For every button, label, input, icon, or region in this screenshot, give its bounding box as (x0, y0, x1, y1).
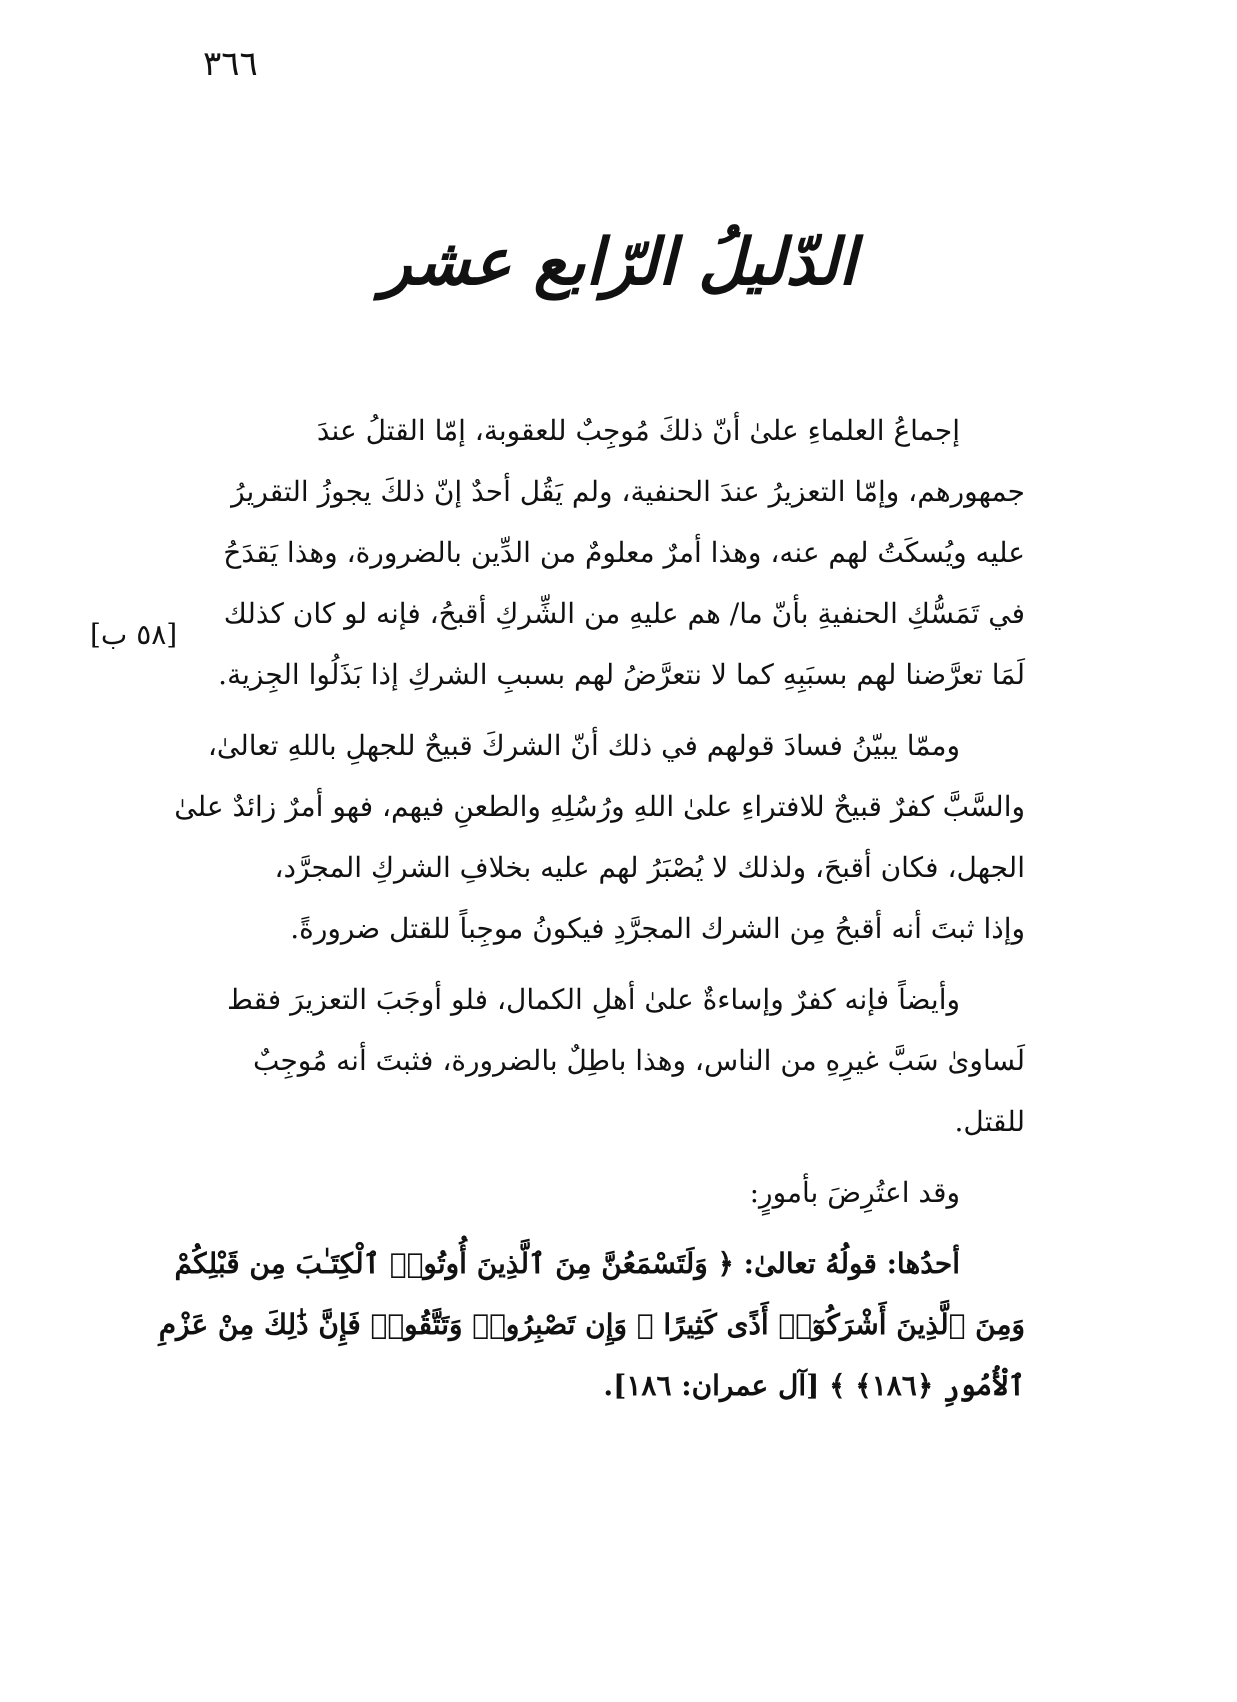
text-line: للقتل. (954, 1105, 1025, 1138)
text-line: وأيضاً فإنه كفرٌ وإساءةٌ علىٰ أهلِ الكمال، فلو أوجَبَ التعزيرَ فقط (227, 983, 960, 1016)
section-heading: الدّليلُ الرّابع عشر (380, 225, 857, 300)
text-line: عليه ويُسكَتُ لهم عنه، وهذا أمرٌ معلومٌ من الدِّين بالضرورة، وهذا يَقدَحُ (223, 536, 1025, 569)
text-line: في تَمَسُّكِ الحنفيةِ بأنّ ما/ هم عليهِ من الشِّركِ أقبحُ، فإنه لو كان كذلك (223, 597, 1025, 630)
page-number: ٣٦٦ (203, 44, 258, 84)
text-line: والسَّبَّ كفرٌ قبيحٌ للافتراءِ علىٰ اللهِ ورُسُلِهِ والطعنِ فيهم، فهو أمرٌ زائدٌ علىٰ (174, 790, 1025, 823)
manuscript-folio-note: [٥٨ ب] (90, 618, 178, 651)
paragraph-consensus (100, 400, 1025, 705)
text-line: جمهورهم، وإمّا التعزيرُ عندَ الحنفية، ولم يَقُل أحدٌ إنّ ذلكَ يجوزُ التقريرُ (231, 475, 1025, 508)
paragraph-quran-citation (100, 1233, 1025, 1416)
body-text (100, 400, 1025, 1426)
text-line: ٱلْأُمُورِ ﴿١٨٦﴾ ﴾ [آل عمران: ١٨٦]. (603, 1369, 1025, 1402)
text-line: لَساوىٰ سَبَّ غيرِهِ من الناس، وهذا باطِلٌ بالضرورة، فثبتَ أنه مُوجِبٌ (252, 1044, 1025, 1077)
paragraph-corruption (100, 715, 1025, 959)
text-line: وَمِنَ ٱلَّذِينَ أَشْرَكُوٓا۟ أَذًى كَثِيرًا ۚ وَإِن تَصْبِرُوا۟ وَتَتَّقُوا۟ فَإِنَّ ذَٰلِكَ مِنْ عَزْمِ (158, 1308, 1025, 1341)
text-line: وممّا يبيّنُ فسادَ قولهم في ذلك أنّ الشركَ قبيحٌ للجهلِ باللهِ تعالىٰ، (207, 729, 960, 762)
text-line: إجماعُ العلماءِ علىٰ أنّ ذلكَ مُوجِبٌ للعقوبة، إمّا القتلُ عندَ (316, 414, 960, 447)
text-line: لَمَا تعرَّضنا لهم بسبَبِهِ كما لا نتعرَّضُ لهم بسببِ الشركِ إذا بَذَلُوا الجِزية. (218, 658, 1025, 691)
text-line: وإذا ثبتَ أنه أقبحُ مِن الشرك المجرَّدِ فيكونُ موجِباً للقتل ضرورةً. (290, 912, 1025, 945)
text-line: وقد اعتُرِضَ بأمورٍ: (749, 1176, 960, 1209)
text-line: الجهل، فكان أقبحَ، ولذلك لا يُصْبَرُ لهم عليه بخلافِ الشركِ المجرَّد، (274, 851, 1025, 884)
text-line: أحدُها: قولُهُ تعالىٰ: ﴿ وَلَتَسْمَعُنَّ مِنَ ٱلَّذِينَ أُوتُوا۟ ٱلْكِتَـٰبَ مِن قَبْلِكُمْ (174, 1247, 960, 1280)
paragraph-objections (100, 1162, 1025, 1223)
paragraph-moreover (100, 969, 1025, 1152)
